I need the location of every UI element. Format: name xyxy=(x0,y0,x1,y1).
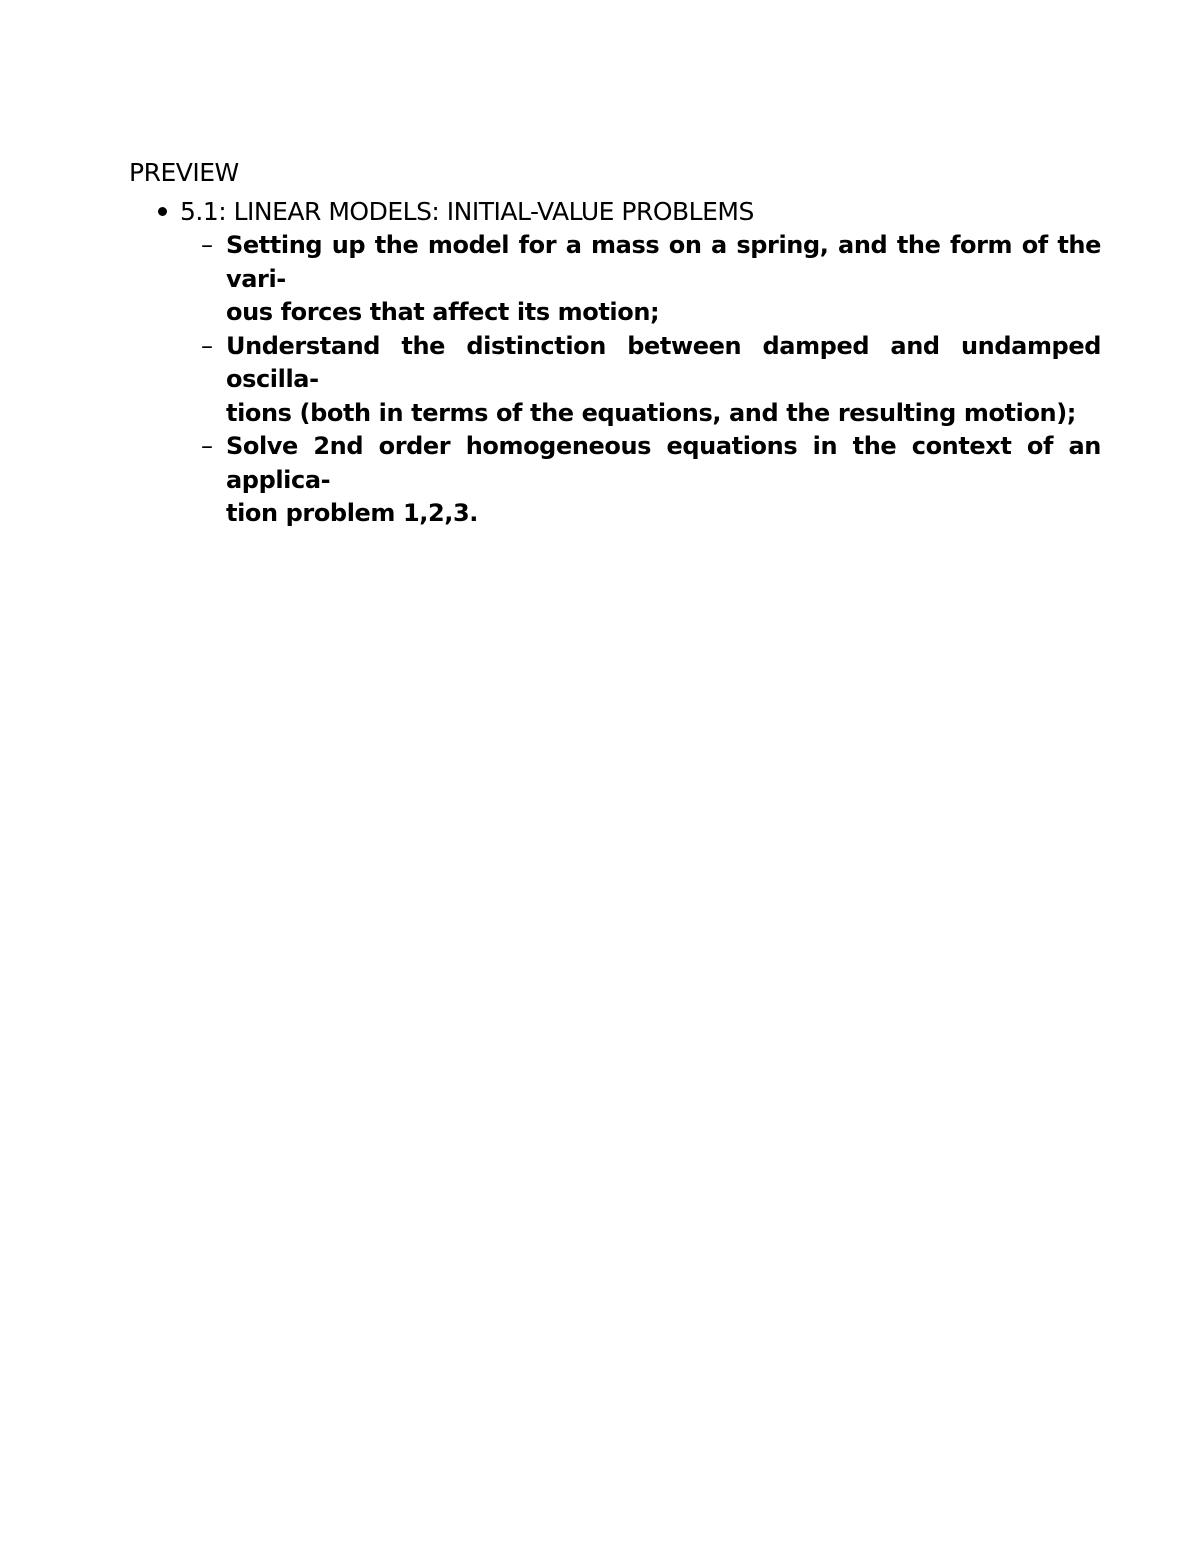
sub-item-line: tions (both in terms of the equations, and the resulting motion); xyxy=(226,398,1076,427)
bullet-dot-icon xyxy=(158,207,167,216)
bullet-label: 5.1: LINEAR MODELS: INITIAL-VALUE PROBLEMS xyxy=(180,197,754,226)
section-heading: PREVIEW xyxy=(129,158,239,187)
sub-item-line: tion problem 1,2,3. xyxy=(226,499,479,527)
sub-item xyxy=(201,430,1101,531)
sub-item xyxy=(201,229,1101,330)
sub-item-line: Understand the distinction between damped and undamped oscilla- xyxy=(226,331,1101,393)
sub-item-line: Setting up the model for a mass on a spring, and the form of the vari- xyxy=(226,231,1101,293)
sub-item-line: ous forces that affect its motion; xyxy=(226,298,660,326)
sub-item xyxy=(201,330,1101,431)
sub-item-line: Solve 2nd order homogeneous equations in the context of an applica- xyxy=(226,432,1101,494)
bullet-item xyxy=(158,196,754,228)
dash-marker: – xyxy=(201,432,213,460)
sub-list xyxy=(201,229,1101,531)
dash-marker: – xyxy=(201,331,213,360)
dash-marker: – xyxy=(201,231,213,259)
